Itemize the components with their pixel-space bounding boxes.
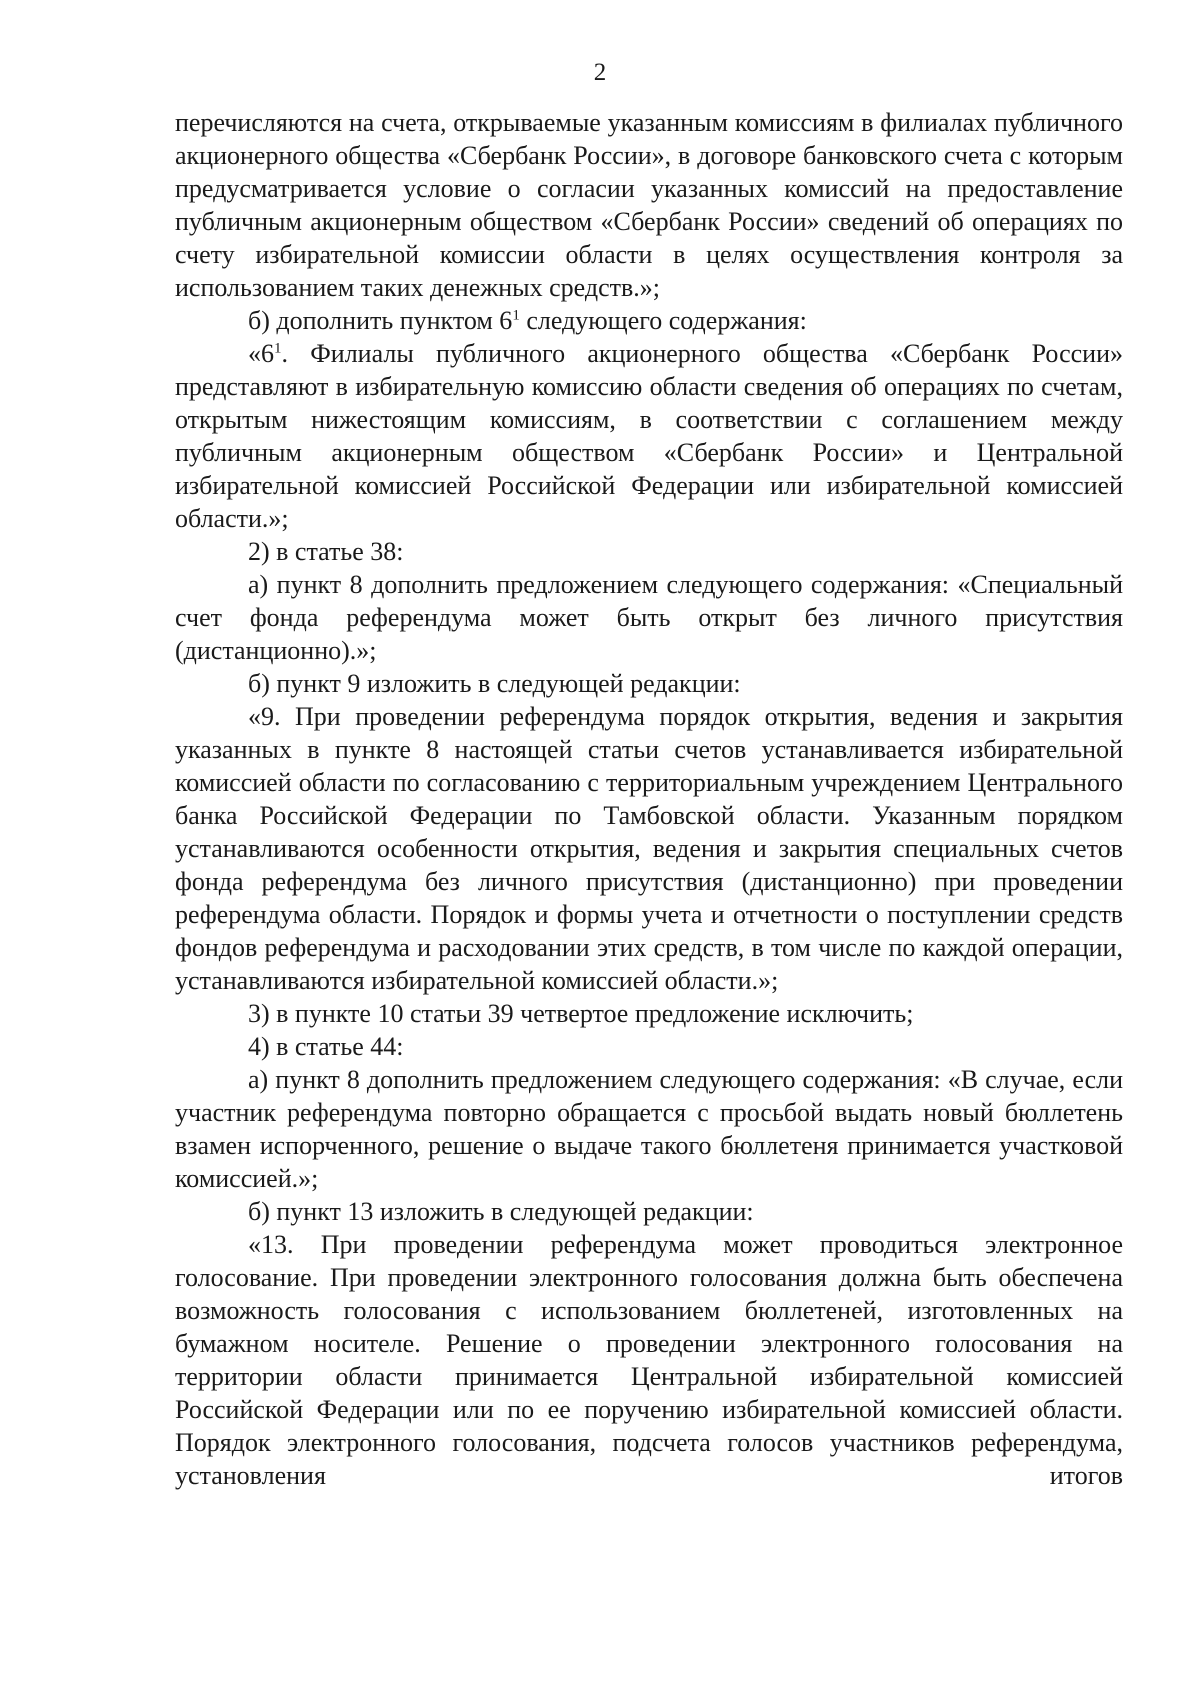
superscript: 1 bbox=[512, 307, 520, 324]
paragraph-2-text-end: следующего содержания: bbox=[519, 306, 807, 335]
paragraph-12: «13. При проведении референдума может проводиться электронное голосование. При проведении электронного голосования должна быть обеспечена возможность голосования с использованием бюллетеней, изготовленных на бумажном носителе. Решение о проведении электронного голосования на территории области принимается Центральной избирательной комиссией Российской Федерации или по ее поручению избирательной комиссией области. Порядок электронного голосования, подсчета голосов участников референдума, установления итогов bbox=[175, 1230, 1123, 1490]
paragraph-3-text: «6 bbox=[248, 339, 274, 368]
paragraph-10: а) пункт 8 дополнить предложением следующего содержания: «В случае, если участник референдума повторно обращается с просьбой выдать новый бюллетень взамен испорченного, решение о выдаче такого бюллетеня принимается участковой комиссией.»; bbox=[175, 1065, 1123, 1193]
paragraph-6: б) пункт 9 изложить в следующей редакции: bbox=[248, 669, 741, 698]
paragraph-5: а) пункт 8 дополнить предложением следующего содержания: «Специальный счет фонда референдума может быть открыт без личного присутствия (дистанционно).»; bbox=[175, 570, 1123, 665]
paragraph-3-text-end: . Филиалы публичного акционерного общества «Сбербанк России» представляют в избирательную комиссию области сведения об операциях по счетам, открытым нижестоящим комиссиям, в соответствии с соглашением между публичным акционерным обществом «Сбербанк России» и Центральной избирательной комиссией Российской Федерации или избирательной комиссией области.»; bbox=[175, 339, 1123, 533]
paragraph-2 bbox=[175, 304, 1123, 337]
paragraph-2-text: б) дополнить пунктом 6 bbox=[248, 306, 513, 335]
document-body bbox=[175, 106, 1123, 1492]
superscript: 1 bbox=[274, 340, 282, 357]
paragraph-4: 2) в статье 38: bbox=[248, 537, 404, 566]
paragraph-9: 4) в статье 44: bbox=[248, 1032, 404, 1061]
page-number: 2 bbox=[593, 59, 607, 86]
paragraph-1: перечисляются на счета, открываемые указанным комиссиям в филиалах публичного акционерного общества «Сбербанк России», в договоре банковского счета с которым предусматривается условие о согласии указанных комиссий на предоставление публичным акционерным обществом «Сбербанк России» сведений об операциях по счету избирательной комиссии области в целях осуществления контроля за использованием таких денежных средств.»; bbox=[175, 108, 1123, 302]
paragraph-7: «9. При проведении референдума порядок открытия, ведения и закрытия указанных в пункте 8 настоящей статьи счетов устанавливается избирательной комиссией области по согласованию с территориальным учреждением Центрального банка Российской Федерации по Тамбовской области. Указанным порядком устанавливаются особенности открытия, ведения и закрытия специальных счетов фонда референдума без личного присутствия (дистанционно) при проведении референдума области. Порядок и формы учета и отчетности о поступлении средств фондов референдума и расходовании этих средств, в том числе по каждой операции, устанавливаются избирательной комиссией области.»; bbox=[175, 702, 1123, 995]
paragraph-3 bbox=[175, 337, 1123, 535]
paragraph-11: б) пункт 13 изложить в следующей редакции: bbox=[248, 1197, 754, 1226]
paragraph-8: 3) в пункте 10 статьи 39 четвертое предложение исключить; bbox=[248, 999, 914, 1028]
